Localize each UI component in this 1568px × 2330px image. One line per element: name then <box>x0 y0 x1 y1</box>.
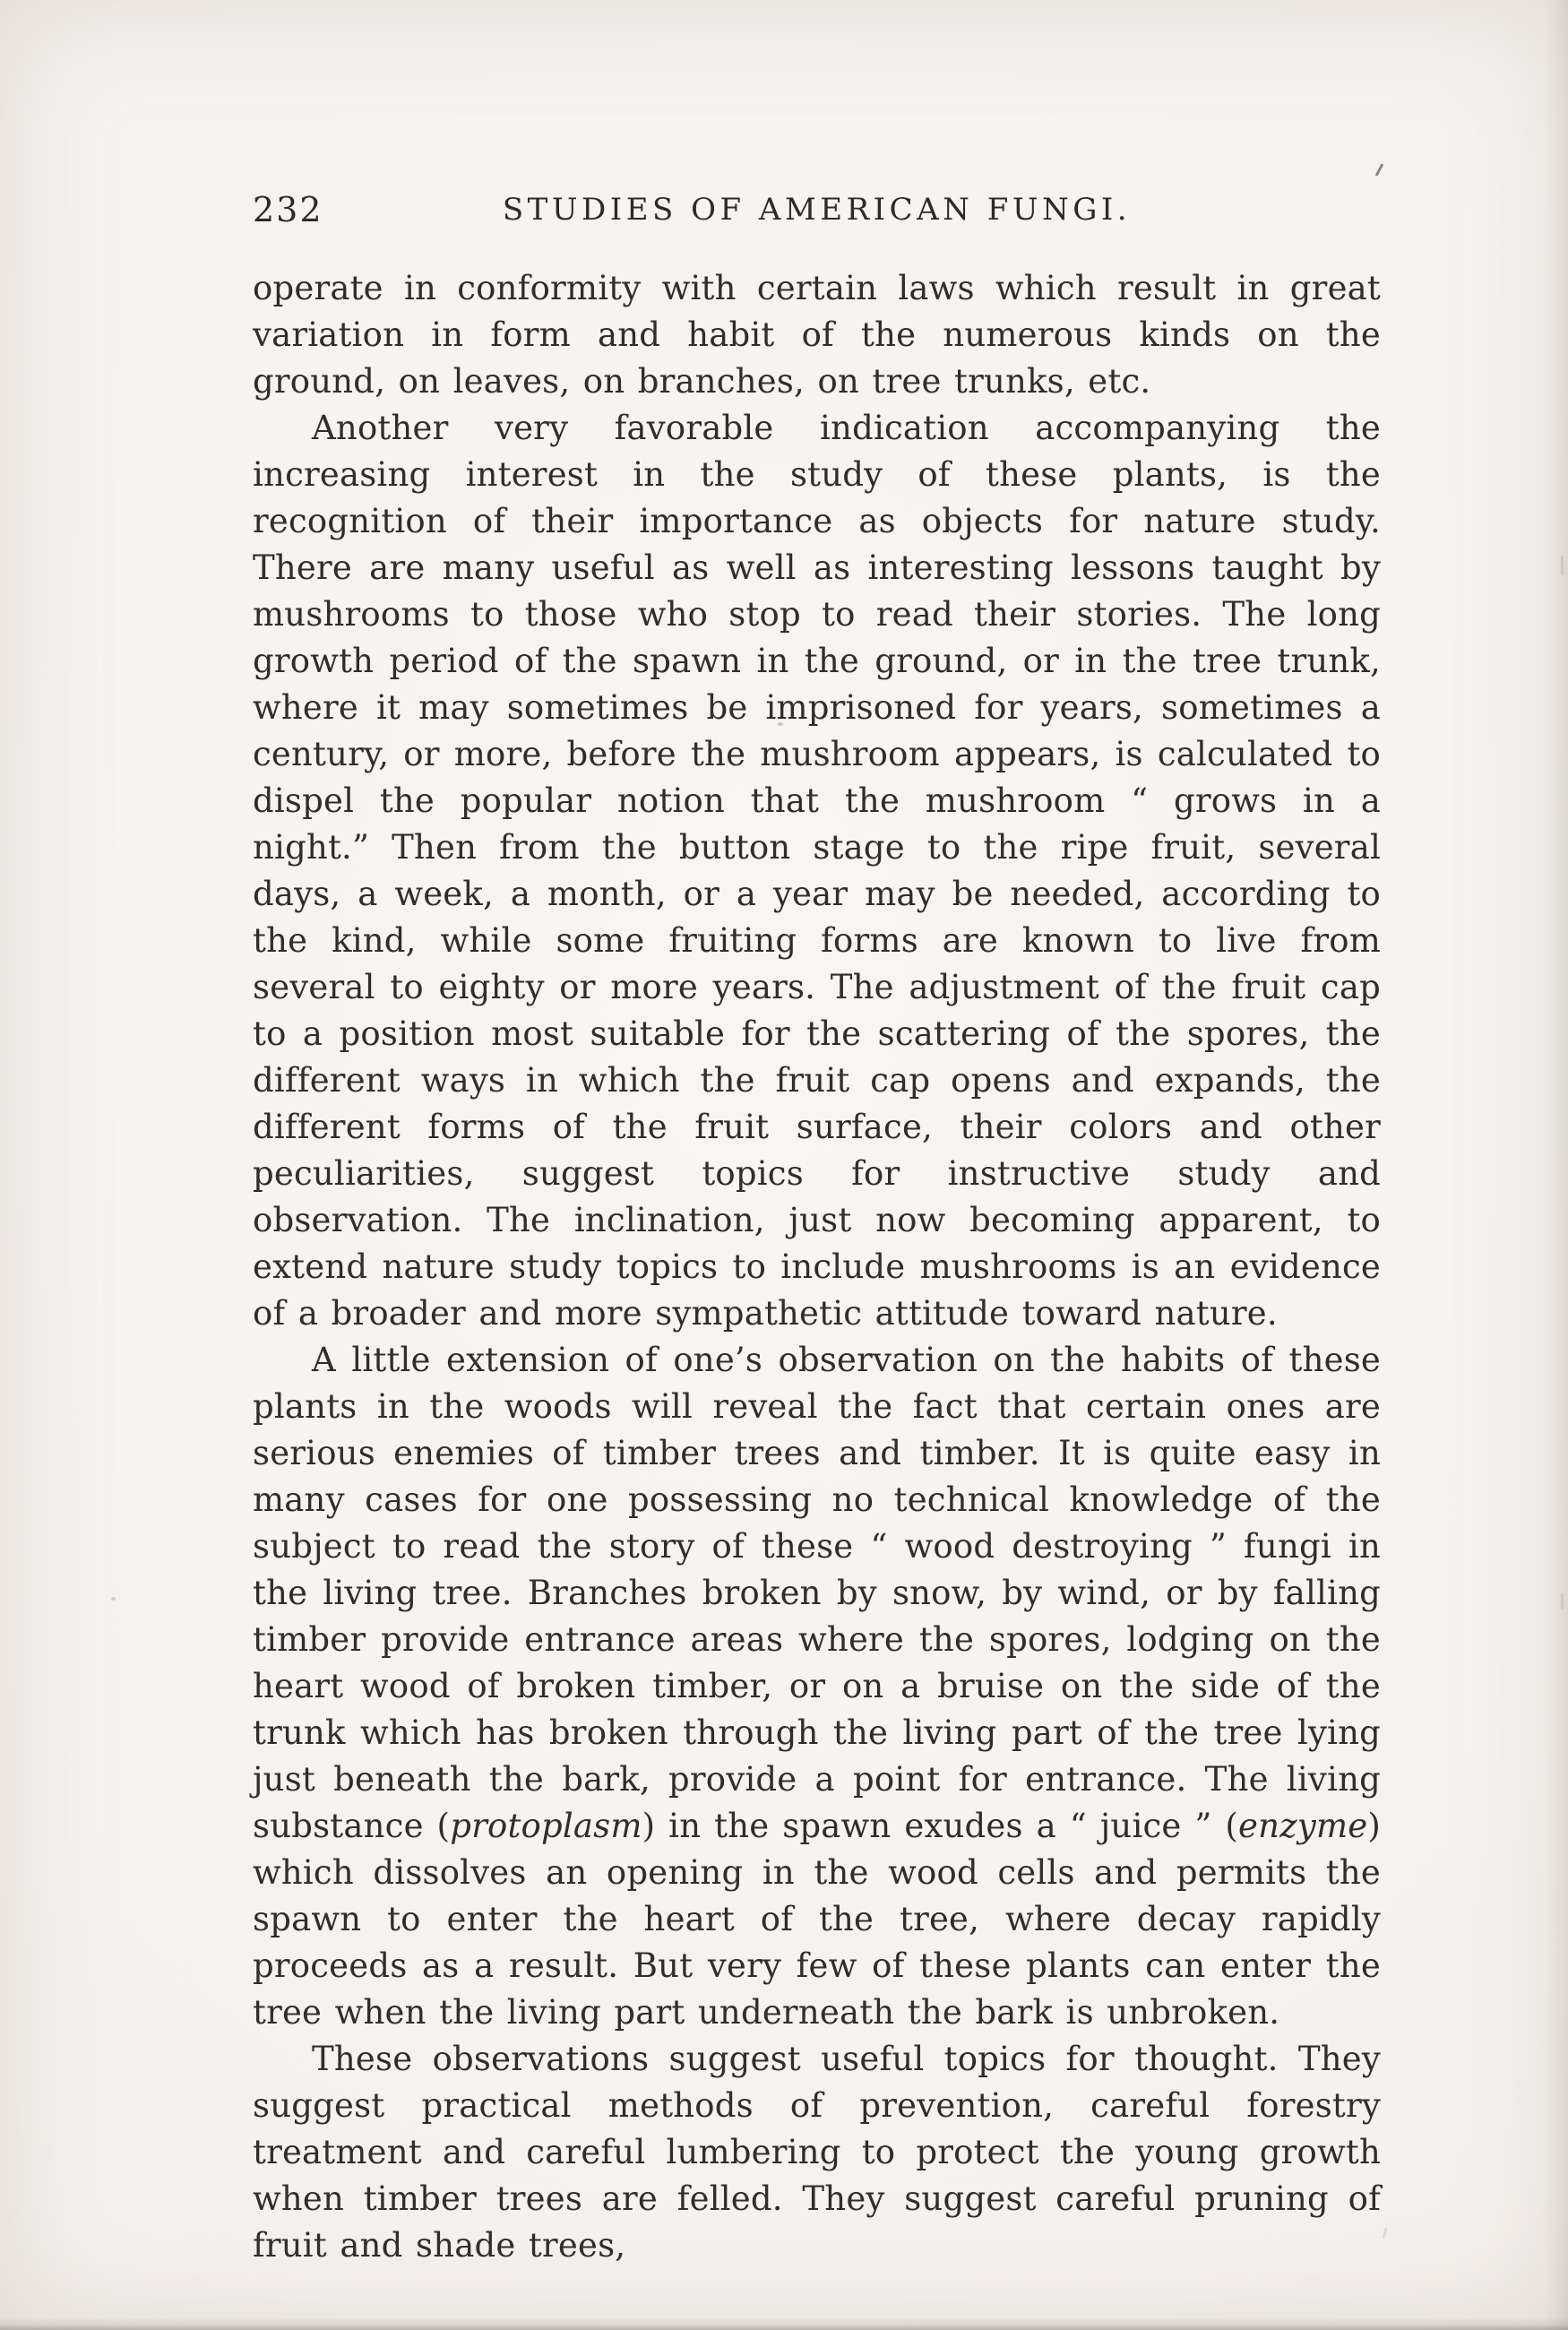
scan-speck <box>1382 2228 1387 2239</box>
italic-term: protoplasm <box>450 1807 642 1845</box>
paragraph-text: Another very favorable indication accompanying the increasing interest in the study of these plants, is the recognition of their importance as objects for nature study. There are many useful as well as interesting lessons taught by mushrooms to those who stop to read their stories. The long growth period of the spawn in the ground, or in the tree trunk, where it may sometimes be imprisoned for years, sometimes a century, or more, before the mushroom appears, is calculated to dispel the popular notion that the mushroom “ grows in a night.” Then from the button stage to the ripe fruit, several days, a week, a month, or a year may be needed, according to the kind, while some fruiting forms are known to live from several to eighty or more years. The adjustment of the fruit cap to a position most suitable for the scattering of the spores, the different ways in which the fruit cap opens and expands, the different forms of the fruit surface, their colors and other peculiarities, suggest topics for instructive study and observation. The inclination, just now becoming apparent, to extend nature study topics to include mushrooms is an evidence of a broader and more sympathetic attitude toward nature. <box>253 409 1381 1333</box>
paragraph <box>253 1337 1381 2036</box>
paragraph-text: A little extension of one’s observation on the habits of these plants in the woods will reveal the fact that certain ones are serious enemies of timber trees and timber. It is quite easy in many cases for one possessing no technical knowledge of the subject to read the story of these “ wood destroying ” fungi in the living tree. Branches broken by snow, by wind, or by falling timber provide entrance areas where the spores, lodging on the heart wood of broken timber, or on a bruise on the side of the trunk which has broken through the living part of the tree lying just beneath the bark, provide a point for entrance. The living substance ( <box>253 1341 1381 1845</box>
scan-speck <box>1375 163 1384 177</box>
scan-speck <box>778 722 783 726</box>
italic-term: enzyme <box>1238 1807 1368 1845</box>
running-header: STUDIES OF AMERICAN FUNGI. <box>502 192 1132 228</box>
scan-speck <box>111 1597 116 1601</box>
page-edge-shadow-bottom <box>0 2317 1568 2330</box>
paragraph-text: ) in the spawn exudes a “ juice ” ( <box>642 1807 1239 1845</box>
paragraph-text: operate in conformity with certain laws which result in great variation in form and habit of the numerous kinds on the ground, on leaves, on branches, on tree trunks, etc. <box>253 269 1381 401</box>
text-block <box>253 265 1381 2269</box>
page-header <box>253 190 1381 237</box>
page-edge-shadow-right <box>1545 0 1568 2330</box>
paragraph <box>253 405 1381 1337</box>
paragraph <box>253 265 1381 405</box>
paragraph-text: ) which dissolves an opening in the wood cells and permits the spawn to enter the heart of the tree, where decay rapidly proceeds as a result. But very few of these plants can enter the tree when the living part underneath the bark is unbroken. <box>253 1807 1381 2032</box>
paragraph-text: These observations suggest useful topics for thought. They suggest practical methods of prevention, careful forestry treatment and careful lumbering to protect the young growth when timber trees are felled. They suggest careful pruning of fruit and shade trees, <box>253 2040 1381 2265</box>
page-number: 232 <box>253 190 323 229</box>
paragraph <box>253 2036 1381 2269</box>
